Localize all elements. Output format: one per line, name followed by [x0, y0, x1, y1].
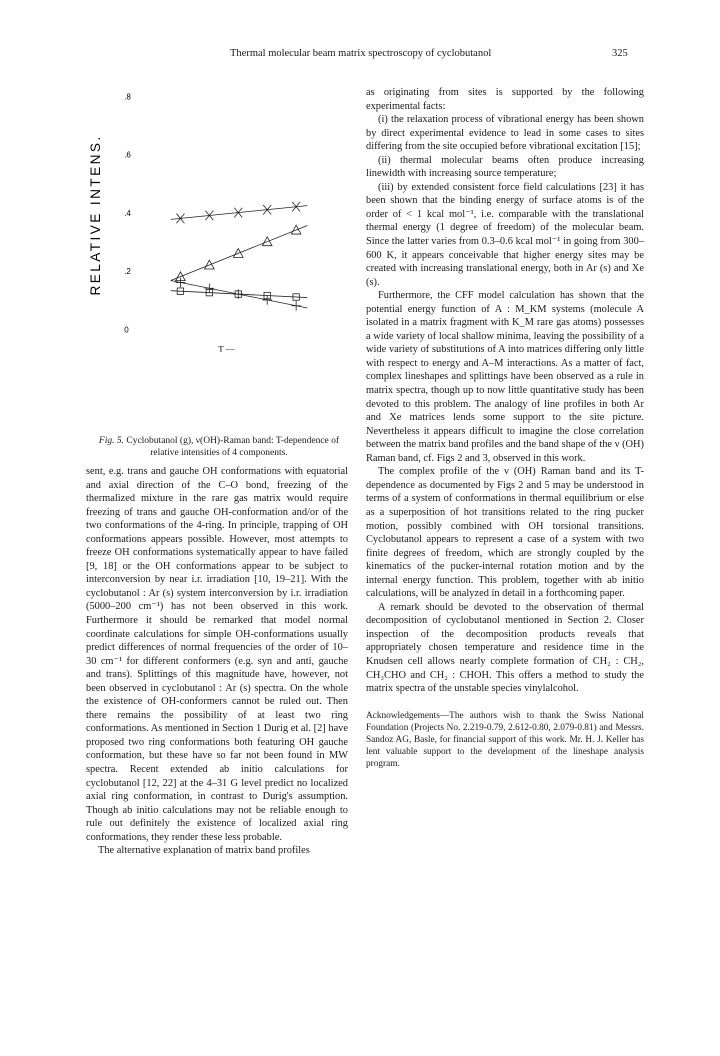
right-paragraph-7: A remark should be devoted to the observation of thermal decomposition of cyclobutanol mentioned in Section 2. Closer inspection of the decomposition products reveals that appropriately chosen temperature and residence time in the Knudsen cell allows nearly complete formation of CH₂ : CH₂, CH₃CHO and CH₂ : CHOH. This offers a method to study the matrix spectra of the unstable species vinylalcohol. [366, 601, 644, 695]
series-3-point [291, 301, 301, 311]
y-tick-label: .2 [124, 267, 131, 277]
caption-lead: Fig. 5. [98, 436, 124, 446]
y-tick-label: 0 [124, 325, 129, 335]
page-number: 325 [612, 48, 628, 59]
right-paragraph-1: as originating from sites is supported by the following experimental facts: [366, 87, 644, 112]
right-paragraph-3: (ii) thermal molecular beams often produce increasing linewidth with increasing source temperature; [366, 154, 644, 180]
right-paragraph-5: Furthermore, the CFF model calculation has shown that the potential energy function of A : M_KM systems (molecule A isolated in a matrix fragment with K_M rare gas atoms) possesses a wide variety of local shallow minima, leaving the possibility of a wide variety of substitutions of A into matrices differing only little with respect to energy and A–M interactions. As a matter of fact, complex lineshapes and splittings have been observed as a rule in matrix spectra, though up to now little quantitative study has been devoted to this problem. The analogy of line profiles in both Ar and Xe matrices lends some support to the site picture. Nevertheless it appears difficult to imagine the close correlation between the matrix band profiles and the band shape of the ν (OH) Raman band, cf. Figs 2 and 3, observed in this work. [366, 290, 644, 464]
right-paragraph-2: (i) the relaxation process of vibrational energy has been shown by direct experimental evidence to lead in some cases to sites differing from the site occupied before vibrational excitation [15]; [366, 114, 644, 153]
left-paragraph-2: The alternative explanation of matrix band profiles [98, 845, 310, 857]
x-axis-label: T — [218, 343, 235, 354]
right-column [366, 86, 644, 771]
y-tick-label: .8 [124, 92, 131, 102]
y-axis-label: RELATIVE INTENS. [88, 134, 104, 296]
left-paragraph-1: sent, e.g. trans and gauche OH conformations with equatorial and axial direction of the C–O bond, freezing of the thermalized mixture in the rare gas matrix would require freezing of trans and gauche OH-conformation and/or of the two conformations of the 4-ring. In principle, trapping of OH conformations appears possible. However, most attempts to freeze OH conformations systematically appear to have failed [9, 18] or the OH conformations appear to be subject to interconversion by near i.r. irradiation [10, 19–21]. With the cyclobutanol : Ar (s) system interconversion by i.r. irradiation (5000–200 cm⁻¹) has not been observed in this work. Furthermore it should be remarked that model normal coordinate calculations for simple OH-conformations usually predict differences of normal frequencies of the order of 10–30 cm⁻¹ for different conformers (e.g. syn and anti, gauche and trans). Splittings of this magnitude have, however, not been observed in cyclobutanol : Ar (s) spectra. On the whole the existence of OH-conformers cannot be ruled out. Then there remains the possibility of at least two ring conformations. As mentioned in Section 1 Durig et al. [2] have proposed two ring conformations both featuring OH gauche conformation, but these have so far not been found in MW spectra. Recent extended ab initio calculations for cyclobutanol [12, 22] at the 4–31 G level predict no localized axial ring conformation, in contrast to Durig's assumption. Though ab initio calculations may not be reliable enough to rule out definitely the existence of localized axial ring conformations, they render these less probable. [86, 466, 348, 843]
figure-5 [80, 78, 370, 368]
running-title: Thermal molecular beam matrix spectroscopy of cyclobutanol [230, 48, 492, 59]
left-column [86, 465, 348, 858]
figure-5-chart [80, 78, 313, 368]
right-paragraph-4: (iii) by extended consistent force field calculations [23] it has been shown that the binding energy of surface atoms is of the order of < 1 kcal mol⁻¹, i.e. comparable with the translational thermal energy (1 degree of freedom) of the molecular beam. Since the latter varies from 0.3–0.6 kcal mol⁻¹ in going from 300–600 K, it appears conceivable that higher energy sites may be created with increasing translational energy, both in Ar (s) and Xe (s). [366, 181, 644, 288]
right-paragraph-6: The complex profile of the ν (OH) Raman band and its T-dependence as documented by Figs 2 and 5 may be understood in terms of a system of conformations in thermal equilibrium or else as a superposition of hot transitions related to the ring pucker motion, possibly combined with OH torsional transitions. Cyclobutanol appears to represent a case of a system with two finite degrees of freedom, which are strongly coupled by the kinematics of the pucker-internal rotation motion and by the internal energy function. This problem, together with ab initio calculations, will be analyzed in detail in a forthcoming paper. [366, 466, 644, 600]
y-tick-label: .6 [124, 150, 131, 160]
series-4-trend-line [171, 291, 308, 298]
caption-text: Cyclobutanol (g), ν(OH)-Raman band: T-dependence of relative intensities of 4 components. [126, 436, 340, 458]
series-1-trend-line [171, 206, 308, 220]
acknowledgements: Acknowledgements—The authors wish to thank the Swiss National Foundation (Projects No. 2.219-0.79, 2.612-0.80, 2.079-0.81) and Messrs. Sandoz AG, Basle, for financial support of this work. Mr. H. J. Keller has lent valuable support to the development of the lineshape analysis program. [366, 710, 644, 770]
series-3-point [176, 278, 186, 288]
series-2-trend-line [171, 225, 308, 280]
figure-caption [84, 435, 354, 459]
y-tick-label: .4 [124, 208, 131, 218]
